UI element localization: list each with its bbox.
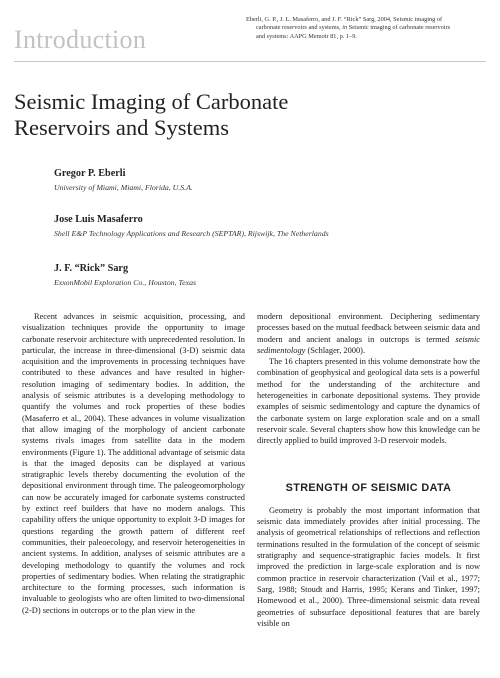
citation-line-1: Eberli, G. P., J. L. Masaferro, and J. F. “Rick” Sarg, 2004, Seismic imaging of [246,16,443,23]
body-paragraph [257,311,480,356]
citation-line-3: and systems: AAPG Memoir 81, p. 1–9. [256,32,357,40]
author-block [54,213,329,239]
author-affiliation: University of Miami, Miami, Florida, U.S.A. [54,183,193,192]
citation-line-2-rest: Seismic imaging of carbonate reservoirs [347,24,451,32]
citation-line-2 [246,24,492,32]
author-block [54,167,193,193]
header-rule [14,61,486,62]
author-name: Jose Luis Masaferro [54,214,143,225]
paragraph-term: seismic sedimentology [257,334,480,355]
body-column-right [257,311,480,629]
body-paragraph: Geometry is probably the most important information that seismic data immediately provides after initial processing. The analysis of geometrical relationships of reflections and reflection terminations resulted in the formulation of the concept of seismic stratigraphy and sequence-stratigraphic facies models. It first improved the prediction in large-scale exploration and is now common practice in reservoir characterization (Vail et al., 1977; Sarg, 1988; Stoudt and Harris, 1995; Kerans and Tinker, 1997; Homewood et al., 2000). Three-dimensional seismic data reveal geometries of subsurface depositional features that are barely visible on [257,505,480,628]
body-paragraph: Recent advances in seismic acquisition, processing, and visualization techniques provide the opportunity to image carbonate reservoir architecture with unprecedented resolution. In particular, the increase in three-dimensional (3-D) seismic data acquisition and the improvements in processing techniques have contributed to these advances and have resulted in higher-resolution imaging of sedimentary bodies. In addition, the analysis of seismic attributes is a developing methodology to quantify the volumes and rock properties of these bodies (Masaferro et al., 2004). These advances in volume visualization that allow imaging of the morphology of ancient carbonate systems rivals images from satellite data in the modern environments (Figure 1). The additional advantage of seismic data is that the imaged deposits can be displayed at various stratigraphic levels thereby documenting the evolution of the depositional environment through time. The paleogeomorphology can now be accurately imaged for carbonate systems constructed by extinct reef builders that have no modern analogs. This capability offers the unique opportunity to exploit 3-D images for questions regarding the growth pattern of different reef communities, their paleoecology, and reservoir heterogeneities in ancient systems. In addition, analyses of seismic attributes are a developing methodology to quantify the volumes and rock properties of sedimentary bodies. When relating the stratigraphic architecture to the forming processes, such information is invaluable to geologists who are often limited to two-dimensional (2-D) sections in outcrops or to the plan view in the [22,312,245,615]
author-block [54,262,196,288]
author-affiliation: ExxonMobil Exploration Co., Houston, Texas [54,278,196,287]
author-name: J. F. “Rick” Sarg [54,263,129,274]
body-column-left [22,311,245,616]
paragraph-text: (Schlager, 2000). [305,345,366,355]
section-label: Introduction [14,25,147,54]
citation [246,16,492,41]
paragraph-text: modern depositional environment. Deciphering sedimentary processes based on the mutual feedback between seismic data and modern and ancient analogs in outcrops is termed [257,312,480,344]
section-heading: STRENGTH OF SEISMIC DATA [285,481,452,494]
author-name: Gregor P. Eberli [54,168,126,179]
body-paragraph: The 16 chapters presented in this volume demonstrate how the combination of geophysical and geological data sets is a powerful method for the understanding of the architecture and heterogeneities in carbonate depositional systems. They provide examples of seismic sedimentology and capture the dynamics of the carbonate system on large exploration scale and on a small reservoir scale. Several chapters show how this knowledge can be directly applied to build improved 3-D reservoir models. [257,357,480,446]
citation-line-2-text: carbonate reservoirs and systems, [256,24,343,32]
title-line-1: Seismic Imaging of Carbonate [14,89,289,114]
citation-in: in [342,24,348,32]
author-affiliation: Shell E&P Technology Applications and Research (SEPTAR), Rijswijk, The Netherlands [54,229,329,238]
title-line-2: Reservoirs and Systems [14,115,229,140]
article-title [14,89,474,141]
